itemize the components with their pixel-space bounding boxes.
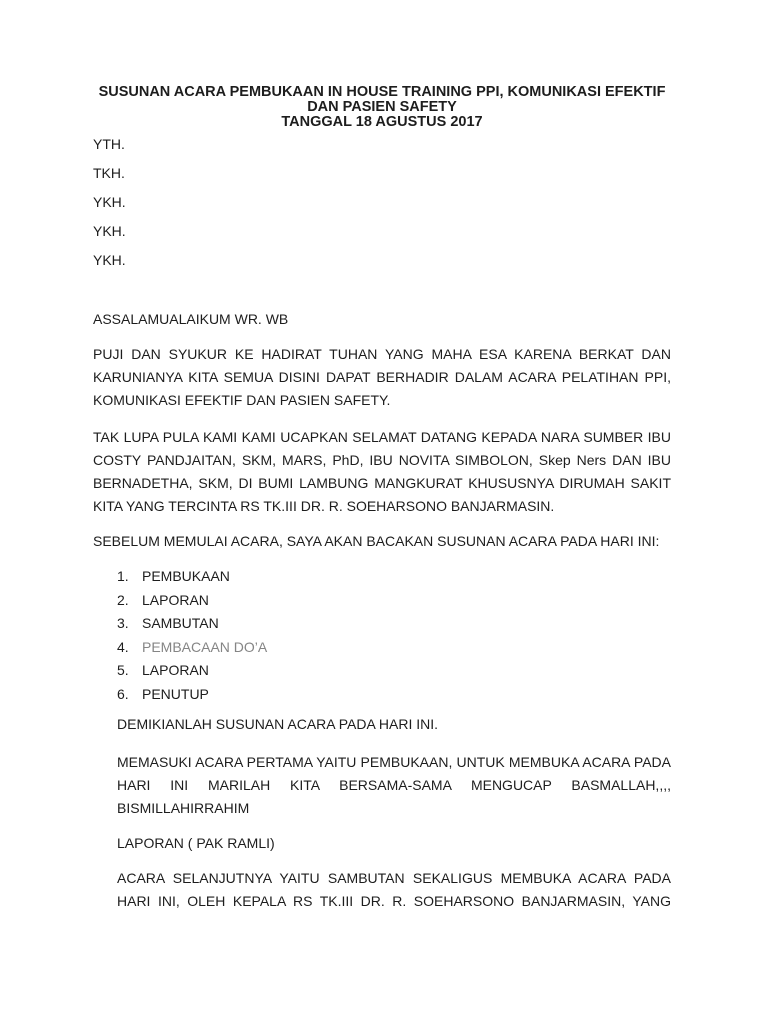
paragraph-agenda-intro: SEBELUM MEMULAI ACARA, SAYA AKAN BACAKAN SUSUNAN ACARA PADA HARI INI: [93, 533, 660, 549]
document-title [93, 85, 671, 130]
document-title-line-3: TANGGAL 18 AGUSTUS 2017 [281, 114, 483, 130]
paragraph-next-agenda: ACARA SELANJUTNYA YAITU SAMBUTAN SEKALIGUS MEMBUKA ACARA PADA HARI INI, OLEH KEPALA RS TK.III DR. R. SOEHARSONO BANJARMASIN, YANG [117, 870, 671, 909]
agenda-item-label: PEMBUKAAN [142, 568, 230, 584]
agenda-item-2 [117, 589, 671, 613]
agenda-item-1 [117, 565, 671, 589]
document-title-line-2: DAN PASIEN SAFETY [307, 99, 457, 115]
agenda-item-5 [117, 659, 671, 683]
greeting-block [93, 133, 671, 272]
greeting-line-1: YTH. [93, 136, 125, 152]
paragraph-welcome-speakers: TAK LUPA PULA KAMI KAMI UCAPKAN SELAMAT DATANG KEPADA NARA SUMBER IBU COSTY PANDJAITAN, SKM, MARS, PhD, IBU NOVITA SIMBOLON, Skep Ners DAN IBU BERNADETHA, SKM, DI BUMI LAMBUNG MANGKURAT KHUSUSNYA DIRUMAH SAKIT KITA YANG TERCINTA RS TK.III DR. R. SOEHARSONO BANJARMASIN. [93, 429, 671, 514]
agenda-item-number: 1. [117, 568, 129, 584]
agenda-item-number: 4. [117, 638, 129, 655]
agenda-item-label: SAMBUTAN [142, 615, 219, 631]
greeting-line-4: YKH. [93, 223, 126, 239]
agenda-item-3 [117, 612, 671, 636]
document-title-line-1: SUSUNAN ACARA PEMBUKAAN IN HOUSE TRAINING PPI, KOMUNIKASI EFEKTIF [98, 84, 666, 100]
greeting-line-3: YKH. [93, 194, 126, 210]
salutation-line: ASSALAMUALAIKUM WR. WB [93, 311, 289, 327]
paragraph-opening-thanks: PUJI DAN SYUKUR KE HADIRAT TUHAN YANG MAHA ESA KARENA BERKAT DAN KARUNIANYA KITA SEMUA DISINI DAPAT BERHADIR DALAM ACARA PELATIHAN PPI, KOMUNIKASI EFEKTIF DAN PASIEN SAFETY. [93, 346, 671, 408]
agenda-item-label: LAPORAN [142, 591, 209, 608]
agenda-item-4 [117, 636, 671, 660]
greeting-line-5: YKH. [93, 252, 126, 268]
agenda-item-number: 3. [117, 615, 129, 631]
agenda-item-label: PENUTUP [142, 685, 209, 702]
paragraph-first-agenda-basmallah: MEMASUKI ACARA PERTAMA YAITU PEMBUKAAN, UNTUK MEMBUKA ACARA PADA HARI INI MARILAH KITA BERSAMA-SAMA MENGUCAP BASMALLAH,,,, BISMILLAHIRRAHIM [117, 754, 671, 816]
agenda-item-number: 5. [117, 662, 129, 678]
agenda-item-number: 2. [117, 591, 129, 608]
agenda-item-number: 6. [117, 685, 129, 702]
paragraph-agenda-closing: DEMIKIANLAH SUSUNAN ACARA PADA HARI INI. [117, 716, 439, 732]
agenda-item-6 [117, 683, 671, 707]
agenda-list [117, 565, 671, 706]
greeting-line-2: TKH. [93, 165, 125, 181]
agenda-item-label: PEMBACAAN DO’A [142, 638, 268, 655]
agenda-item-label: LAPORAN [142, 662, 209, 678]
paragraph-report-speaker: LAPORAN ( PAK RAMLI) [117, 835, 275, 851]
